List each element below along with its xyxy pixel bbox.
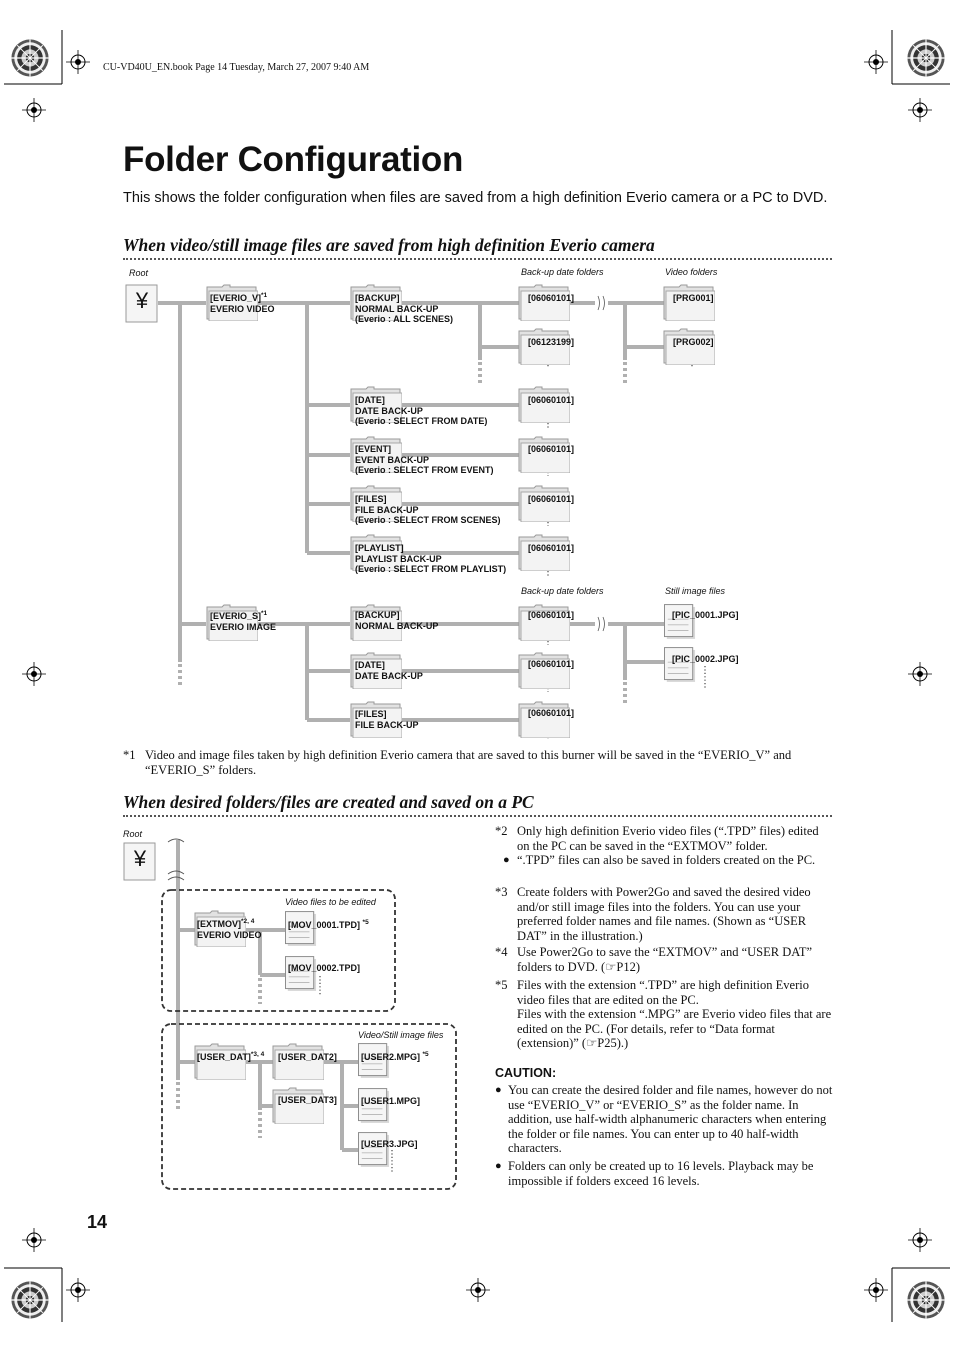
section1-heading: When video/still image files are saved from high definition Everio camera <box>123 235 655 255</box>
intro-paragraph: This shows the folder configuration when files are saved from a high definition Everio camera or a PC to DVD. <box>123 190 828 206</box>
date-folder: [06060101] <box>528 708 575 718</box>
note-5: *5 Files with the extension “.TPD” are high definition Everio video files that are edited on the PC. Files with the extension “.MPG” are Everio video files that are edited on the PC. (For details, refer to “Data format (extension)” (☞P25).) <box>495 978 832 1050</box>
folder-s-backup: [BACKUP] NORMAL BACK-UP <box>355 610 439 631</box>
file-user3-jpg: [USER3.JPG] <box>361 1139 418 1149</box>
date-folder: [06060101] <box>528 395 575 405</box>
folder-v-playlist: [PLAYLIST] PLAYLIST BACK-UP (Everio : SELECT FROM PLAYLIST) <box>355 543 507 574</box>
caution-heading: CAUTION: <box>495 1066 557 1080</box>
page-number: 14 <box>87 1212 108 1232</box>
folder-everio-s: [EVERIO_S]$^{*1}$ EVERIO IMAGE <box>210 610 277 632</box>
caution-item: ● Folders can only be created up to 16 levels. Playback may be impossible if folders exceed 16 levels. <box>495 1159 814 1188</box>
caption-video-folders: Video folders <box>665 267 718 277</box>
folder-s-files: [FILES] FILE BACK-UP <box>355 709 419 730</box>
date-folder: [06123199] <box>528 337 575 347</box>
folder-v-backup: [BACKUP] NORMAL BACK-UP (Everio : ALL SCENES) <box>355 293 454 324</box>
file-user1-mpg: [USER1.MPG] <box>361 1096 421 1106</box>
folder-s-date: [DATE] DATE BACK-UP <box>355 660 423 681</box>
section1-rule <box>123 258 832 260</box>
root-caption: Root <box>129 268 149 278</box>
video-folder-prg002: [PRG002] <box>673 337 714 347</box>
folder-v-date: [DATE] DATE BACK-UP (Everio : SELECT FROM DATE) <box>355 395 488 426</box>
page-title: Folder Configuration <box>123 140 464 179</box>
note-4: *4 Use Power2Go to save the “EXTMOV” and “USER DAT” folders to DVD. (☞P12) <box>495 945 813 974</box>
folder-v-files: [FILES] FILE BACK-UP (Everio : SELECT FROM SCENES) <box>355 494 501 525</box>
folder-v-event: [EVENT] EVENT BACK-UP (Everio : SELECT FROM EVENT) <box>355 444 494 475</box>
caption-still-image-files: Still image files <box>665 586 726 596</box>
date-folder: [06060101] <box>528 659 575 669</box>
folder-user-dat2: [USER_DAT2] <box>278 1052 337 1062</box>
folder-everio-v: [EVERIO_V]$^{*1}$ EVERIO VIDEO <box>210 292 275 314</box>
print-header-line: CU-VD40U_EN.book Page 14 Tuesday, March 27, 2007 9:40 AM <box>103 62 370 73</box>
video-folder-prg001: [PRG001] <box>673 293 714 303</box>
date-folder: [06060101] <box>528 444 575 454</box>
date-folder: [06060101] <box>528 610 575 620</box>
file-mov0002: [MOV_0002.TPD] <box>288 963 361 973</box>
caption-backup-date-folders: Back-up date folders <box>521 267 604 277</box>
file-user2-mpg: [USER2.MPG] $^{*5}$ <box>361 1051 429 1062</box>
note-2: *2 Only high definition Everio video files (“.TPD” files) edited on the PC can be saved in the “EXTMOV” folder. <box>495 824 819 853</box>
caution-item: ● You can create the desired folder and file names, however do not use “EVERIO_V” or “EVERIO_S” as the folder name. In addition, use half-width alphanumeric characters when entering the folder or file names. You can enter up to 40 half-width characters. <box>495 1083 833 1155</box>
date-folder: [06060101] <box>528 293 575 303</box>
caption-video-files-edited: Video files to be edited <box>285 897 376 907</box>
root-caption-2: Root <box>123 829 143 839</box>
date-folder: [06060101] <box>528 494 575 504</box>
image-file-pic0001: [PIC_0001.JPG] <box>672 610 739 620</box>
note-3: *3 Create folders with Power2Go and saved the desired video and/or still image files into the folders. You can use your preferred folder names and file names. (Shown as “USER DAT” in the illustration.) <box>495 885 811 943</box>
image-file-pic0002: [PIC_0002.JPG] <box>672 654 739 664</box>
caption-video-still-files: Video/Still image files <box>358 1030 444 1040</box>
root-drive-icon: ¥ <box>135 288 149 313</box>
section2-heading: When desired folders/files are created and saved on a PC <box>123 792 534 812</box>
file-mov0001: [MOV_0001.TPD] $^{*5}$ <box>288 919 369 930</box>
date-folder: [06060101] <box>528 543 575 553</box>
caption-backup-date-folders-2: Back-up date folders <box>521 586 604 596</box>
folder-user-dat3: [USER_DAT3] <box>278 1095 337 1105</box>
footnote-1: *1 Video and image files taken by high definition Everio camera that are saved to this burner will be saved in the “EVERIO_V” and “EVERIO_S” folders. <box>123 748 792 777</box>
root-drive-icon-2: ¥ <box>133 846 147 871</box>
folder-user-dat: [USER_DAT]$^{*3, 4}$ <box>197 1051 265 1062</box>
section2-rule <box>123 815 832 817</box>
note-2-bullet: ● “.TPD” files can also be saved in folders created on the PC. <box>503 853 816 867</box>
folder-extmov: [EXTMOV]$^{*2, 4}$ EVERIO VIDEO <box>197 918 262 940</box>
